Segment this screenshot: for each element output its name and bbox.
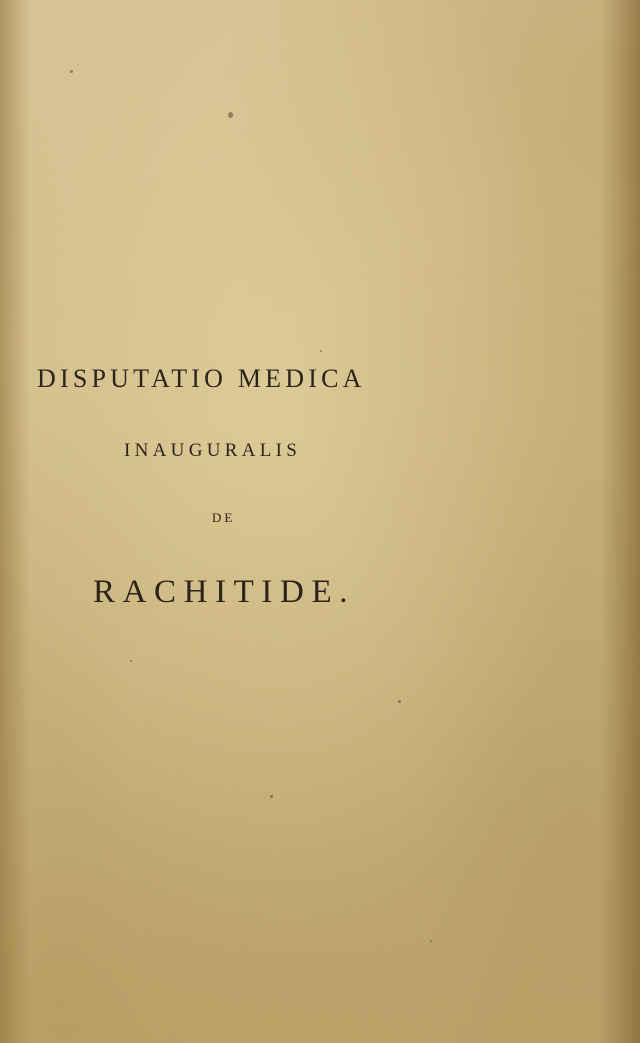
foxing-spot <box>270 795 273 798</box>
foxing-spot <box>228 112 233 118</box>
foxing-spot <box>320 350 322 352</box>
title-line-rachitide: RACHITIDE. <box>93 574 356 610</box>
foxing-spot <box>70 70 73 73</box>
foxing-spot <box>130 660 132 662</box>
foxing-spot <box>430 940 432 942</box>
foxing-spot <box>398 700 401 703</box>
title-line-disputatio-medica: DISPUTATIO MEDICA <box>37 364 366 393</box>
title-line-de: DE <box>212 510 236 525</box>
title-line-inauguralis: INAUGURALIS <box>124 440 302 461</box>
